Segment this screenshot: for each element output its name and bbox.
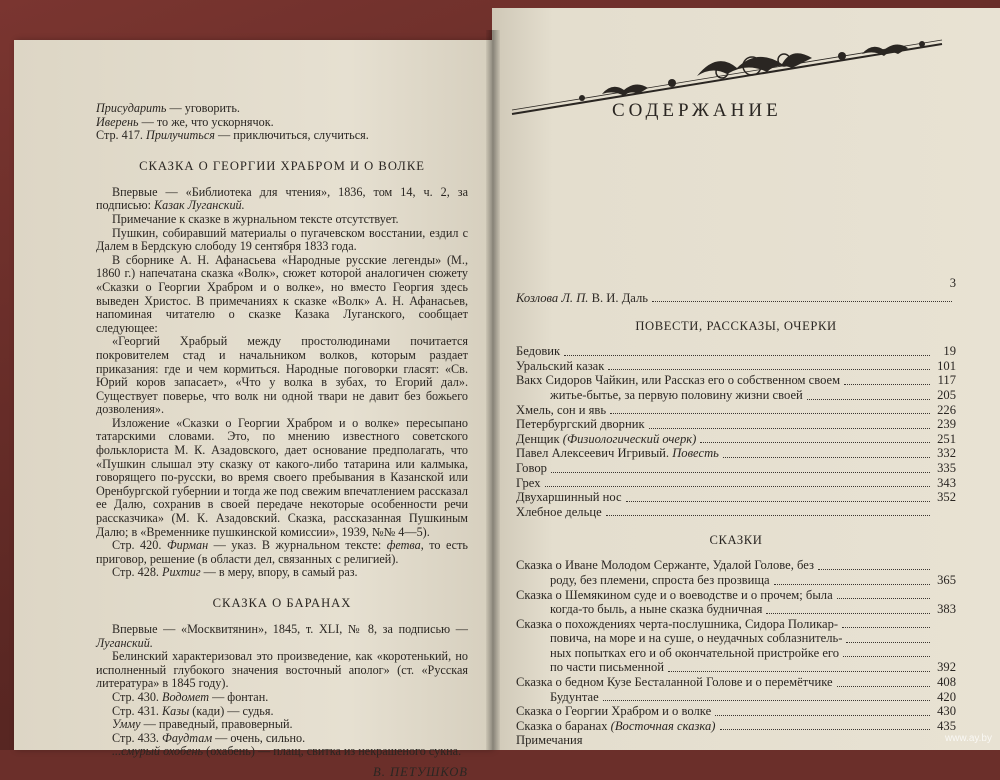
toc-entry-title [516, 490, 622, 505]
toc-leader [837, 686, 930, 687]
toc-entry-text: Сказка о Шемякином суде и о воеводстве и о прочем; была [516, 587, 833, 602]
left-page-content [96, 102, 468, 780]
toc-page-number: 251 [937, 431, 956, 446]
toc-page-number: 239 [937, 417, 956, 432]
paragraph: В сборнике А. Н. Афанасьева «Народные русские легенды» (М., 1860 г.) напечатана сказка «Волк», сюжет которой аналогичен сюжету «Сказки о Георгии Храбром и о волке», но вместо Георгия здесь выведен Христос. В примечаниях к сказке «Волк» А. Н. Афанасьев, напоминая читателю о сказке Казака Луганского, сообщает следующее: [96, 252, 468, 335]
toc-leader [610, 413, 930, 414]
text-italic: Рихтиг [162, 565, 201, 580]
toc-page-number: 420 [937, 689, 956, 704]
toc-page-number: 435 [937, 718, 956, 733]
toc-entry-text: Уральский казак [516, 358, 605, 373]
paragraph [96, 539, 468, 566]
toc-leader [715, 715, 930, 716]
text: Стр. 431. [112, 703, 163, 718]
toc-row [516, 373, 956, 388]
toc-entry-title [516, 461, 547, 476]
toc-entry-text: роду, без племени, спроста без прозвища [550, 572, 770, 587]
toc-row [516, 388, 956, 403]
toc-row-notes [516, 733, 956, 748]
toc-row [516, 432, 956, 447]
paragraph: «Георгий Храбрый между простолюдинами почитается покровителем стад и начальником волков, которым раздает приказания: где и чем кормиться. Народные поговорки гласят: «Св. Юрий коров запасает», «Что у волка в зубах, то Егорий дал». Существует поверье, что волк ни одной твари не давит без божьего дозволения». [96, 334, 468, 417]
toc-leader [843, 656, 930, 657]
toc-row [516, 704, 956, 719]
text: — фонтан. [209, 689, 269, 704]
toc-entry-title [516, 359, 604, 374]
toc-leader [551, 472, 930, 473]
text-italic: фетва [386, 538, 421, 553]
toc-entry-title [516, 446, 719, 461]
toc-page-number: 205 [937, 387, 956, 402]
toc-leader [700, 442, 930, 443]
toc-page-number: 335 [937, 460, 956, 475]
text: (охабень) — плащ, свитка из некрашеного сукна. [203, 744, 462, 759]
book-gutter [486, 30, 500, 750]
toc-entry-text: по части письменной [550, 660, 664, 675]
toc-entry-title [516, 558, 814, 573]
toc-row [516, 359, 956, 374]
toc-entry-text: Хмель, сон и явь [516, 402, 607, 417]
text: — праведный, правоверный. [140, 717, 293, 732]
gloss-1 [96, 102, 468, 116]
toc-leader [723, 457, 930, 458]
toc-leader [545, 486, 930, 487]
toc-entry-text: Двухаршинный нос [516, 490, 622, 505]
toc-row [516, 490, 956, 505]
toc-leader [807, 399, 930, 400]
toc-entry-text: Грех [516, 475, 541, 490]
toc-page-number: 408 [937, 675, 956, 690]
toc-page-number: 352 [937, 490, 956, 505]
toc-stories-list [516, 344, 956, 519]
toc-row [516, 558, 956, 573]
toc-leader [837, 598, 930, 599]
toc-page-number: 392 [937, 660, 956, 675]
toc-entry-text: Сказка о бедном Кузе Бесталанной Голове и о перемётчике [516, 675, 833, 690]
toc-entry-text: Вакх Сидоров Чайкин, или Рассказ его о собственном своем [516, 373, 841, 388]
contents-title: СОДЕРЖАНИЕ [612, 100, 782, 121]
toc-entry-text: Хлебное дельце [516, 504, 602, 519]
toc-entry-title [550, 388, 803, 403]
gloss-term: Прилучиться [146, 128, 215, 143]
toc-entry-title [516, 373, 840, 388]
paragraph [96, 186, 468, 213]
text-italic: Умму [112, 717, 141, 732]
toc-row [516, 461, 956, 476]
toc-entry-title [550, 573, 770, 588]
toc-entry-text: В. И. Даль [588, 290, 649, 305]
text: — в меру, впору, в самый раз. [200, 565, 358, 580]
toc-entry-title [516, 719, 716, 734]
gloss-line [96, 718, 468, 732]
toc-page-number: 19 [943, 344, 956, 359]
gloss-line [96, 705, 468, 719]
toc-entry-text: Денщик [516, 431, 560, 446]
gloss-line [96, 745, 468, 759]
text: Стр. 420. [112, 538, 167, 553]
toc-leader [564, 355, 930, 356]
toc-entry-title [516, 344, 560, 359]
text: — очень, сильно. [212, 730, 306, 745]
table-of-contents [516, 276, 956, 748]
toc-page-number: 226 [937, 402, 956, 417]
toc-row [516, 505, 956, 520]
toc-row [516, 675, 956, 690]
toc-leader [626, 501, 930, 502]
toc-row [516, 446, 956, 461]
text-italic: Луганский. [96, 635, 153, 650]
text: Стр. 430. [112, 689, 163, 704]
gloss-term: Иверень [96, 114, 139, 129]
toc-row [516, 690, 956, 705]
toc-row [516, 573, 956, 588]
toc-entry-text: Бедовик [516, 344, 561, 359]
paragraph [96, 623, 468, 650]
right-page [492, 8, 1000, 750]
toc-row [516, 602, 956, 617]
watermark: www.ay.by [944, 733, 992, 744]
text: Впервые — «Москвитянин», 1845, т. XLI, № 8, за подписью — [112, 622, 468, 636]
toc-row [516, 646, 956, 661]
toc-entry-title [516, 704, 711, 719]
toc-row-intro [516, 291, 956, 306]
toc-entry-text: житье-бытье, за первую половину жизни своей [550, 387, 803, 402]
toc-entry-text: Сказка о похождениях черта-послушника, Сидора Поликар- [516, 616, 839, 631]
text: Стр. 433. [112, 730, 163, 745]
toc-row [516, 617, 956, 632]
toc-entry-title [516, 432, 696, 447]
author-signature: В. ПЕТУШКОВ [373, 764, 468, 779]
toc-leader [720, 729, 930, 730]
toc-leader [844, 384, 930, 385]
text-italic: Казак Луганский. [154, 198, 245, 213]
toc-row [516, 417, 956, 432]
toc-leader [842, 627, 930, 628]
toc-entry-title [516, 417, 645, 432]
paragraph: Пушкин, собиравший материалы о пугачевском восстании, ездил с Далем в Бердскую слободу 19 сентября 1833 года. [96, 225, 468, 254]
toc-author: Козлова Л. П. [516, 290, 589, 305]
toc-first-page [516, 276, 956, 291]
toc-row [516, 588, 956, 603]
toc-leader [668, 671, 930, 672]
gloss-3 [96, 129, 468, 143]
toc-entry-title [516, 588, 833, 603]
toc-page-number: 365 [937, 572, 956, 587]
toc-leader [846, 642, 930, 643]
toc-row [516, 476, 956, 491]
text-italic: ...смурый охобень [112, 744, 204, 759]
text: , то есть приговор, решение (в области дел, связанных с религией). [96, 538, 468, 566]
section-title-georgy: СКАЗКА О ГЕОРГИИ ХРАБРОМ И О ВОЛКЕ [139, 158, 425, 173]
section-title-barany: СКАЗКА О БАРАНАХ [212, 596, 352, 610]
toc-leader [774, 584, 930, 585]
text-italic: Фаудтам [162, 730, 213, 745]
toc-page-number: 332 [937, 446, 956, 461]
gloss-term: Присударить [96, 101, 167, 115]
toc-section-stories: ПОВЕСТИ, РАССКАЗЫ, ОЧЕРКИ [635, 319, 837, 334]
toc-leader [766, 613, 930, 614]
toc-leader [649, 428, 930, 429]
left-page [14, 40, 492, 779]
toc-entry-text: Петербургский дворник [516, 417, 645, 432]
gloss-def: — приключиться, случиться. [214, 128, 369, 143]
toc-entry-title [516, 291, 648, 306]
toc-entry-subtitle: Повесть [669, 446, 719, 461]
gloss-line [96, 691, 468, 705]
text-italic: Водомет [162, 689, 210, 704]
gloss-def: — то же, что ускорнячок. [138, 114, 274, 129]
toc-row [516, 344, 956, 359]
gloss-2 [96, 116, 468, 130]
toc-entry-title [550, 631, 842, 646]
toc-entry-title [550, 690, 599, 705]
toc-entry-subtitle: (Физиологический очерк) [559, 431, 697, 446]
toc-tales-list [516, 558, 956, 733]
toc-row [516, 631, 956, 646]
text: Впервые — «Библиотека для чтения», 1836, том 14, ч. 2, за подписью: [96, 184, 468, 213]
toc-entry-title [516, 505, 602, 520]
toc-entry-text: Будунтае [550, 689, 599, 704]
toc-entry-text: Сказка о Иване Молодом Сержанте, Удалой Голове, без [516, 558, 814, 573]
toc-entry-title [550, 602, 762, 617]
toc-entry-title [516, 675, 833, 690]
toc-leader [818, 569, 930, 570]
toc-page-number: 383 [937, 602, 956, 617]
toc-leader [608, 369, 930, 370]
toc-entry-title [516, 617, 838, 632]
toc-row [516, 719, 956, 734]
text: Стр. 428. [112, 565, 163, 580]
toc-entry-title [516, 476, 541, 491]
toc-entry-text: Сказка о баранах [516, 718, 608, 733]
toc-entry-text: ных попытках его и об окончательной пристройке его [550, 645, 840, 660]
paragraph: Примечание к сказке в журнальном тексте отсутствует. [112, 211, 399, 226]
toc-entry-text: Говор [516, 460, 547, 475]
toc-row [516, 660, 956, 675]
gloss-def: — уговорить. [166, 101, 240, 115]
toc-entry-text: повича, на море и на суше, о неудачных соблазнитель- [550, 631, 843, 646]
paragraph: Белинский характеризовал это произведение, как «коротенький, но исполненный глубокого значения восточный аполог» (ст. «Русская литература» в 1845 году). [96, 649, 468, 691]
paragraph: Изложение «Сказки о Георгии Храбром и о волке» пересыпано татарскими словами. Это, по мнению известного советского фольклориста М. К. Азадовского, дает основание предполагать, что «Пушкин слышал эту сказку от какого-либо татарина или калмыка, говорящего по-русски, во время своего пребывания в Казанской или Оренбургской губернии и тогда же под свежим впечатлением рассказал ее Далю, сохранив в своей передаче некоторые особенности речи рассказчика» (М. К. Азадовский. Сказка, рассказанная Пушкиным Далю; в «Временнике пушкинской комиссии», 1939, №№ 4—5). [96, 415, 468, 539]
toc-page-number: 101 [937, 358, 956, 373]
toc-entry-title: Примечания [516, 733, 583, 748]
text-italic: Казы [162, 703, 190, 718]
toc-leader [606, 515, 930, 516]
paragraph [96, 566, 468, 580]
toc-leader [603, 700, 930, 701]
gloss-prefix: Стр. 417. [96, 128, 147, 143]
toc-row [516, 403, 956, 418]
toc-entry-text: когда-то быль, а ныне сказка будничная [550, 602, 763, 617]
text-italic: Фирман [166, 538, 209, 553]
gloss-line [96, 732, 468, 746]
toc-entry-title [550, 646, 839, 661]
toc-page-number: 117 [937, 373, 956, 388]
toc-section-tales: СКАЗКИ [709, 533, 763, 548]
text: — указ. В журнальном тексте: [208, 538, 387, 553]
toc-entry-title [550, 660, 664, 675]
text: (кади) — судья. [189, 703, 274, 718]
toc-entry-text: Павел Алексеевич Игривый. [516, 446, 670, 461]
toc-leader [652, 301, 952, 302]
toc-page-number: 3 [949, 276, 956, 290]
toc-page-number: 430 [937, 704, 956, 719]
toc-entry-subtitle: (Восточная сказка) [607, 718, 716, 733]
toc-page-number: 343 [937, 475, 956, 490]
toc-entry-text: Сказка о Георгии Храбром и о волке [516, 704, 712, 719]
toc-entry-title [516, 403, 606, 418]
